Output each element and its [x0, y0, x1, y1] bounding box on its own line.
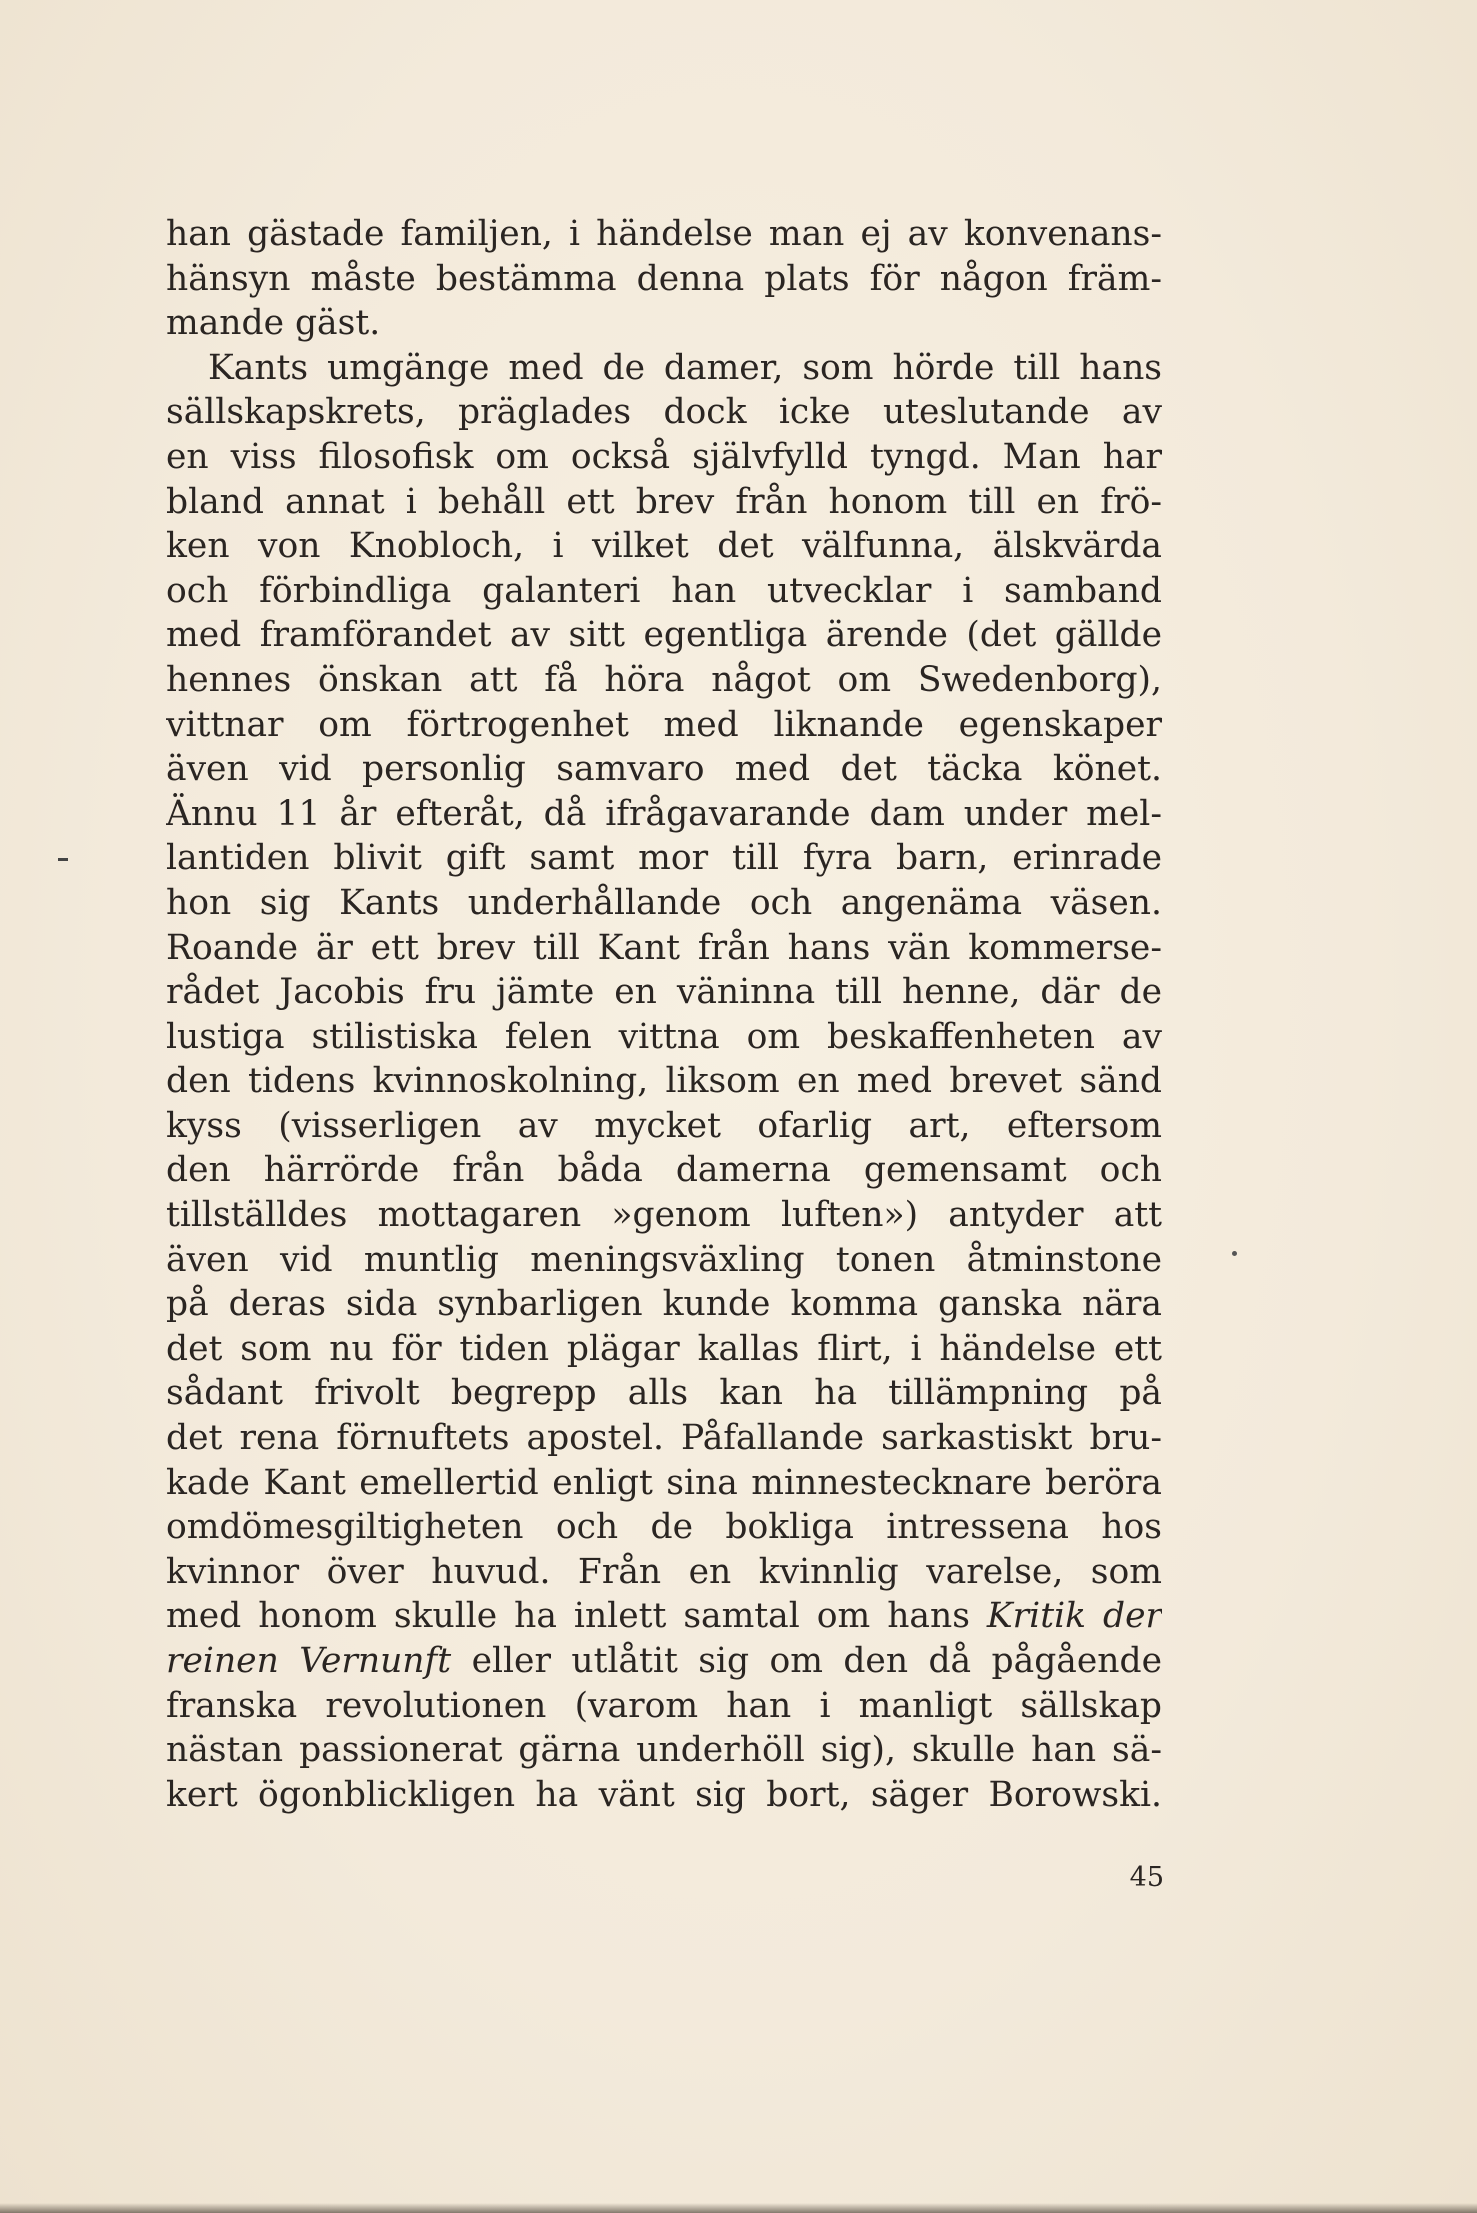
margin-dot — [1232, 1251, 1237, 1256]
text-line: även vid muntlig meningsväxling tonen åtminstone — [166, 1239, 1162, 1280]
text-line: ken von Knobloch, i vilket det välfunna, älskvärda — [166, 526, 1162, 567]
text-line: lustiga stilistiska felen vittna om beskaffenheten av — [166, 1016, 1162, 1057]
text-line: kyss (visserligen av mycket ofarlig art, eftersom — [166, 1105, 1162, 1146]
book-title: Kritik der — [986, 1596, 1162, 1637]
text-line: det som nu för tiden plägar kallas flirt, i händelse ett — [166, 1328, 1162, 1369]
text-line: den härrörde från båda damerna gemensamt och — [166, 1150, 1162, 1191]
text-line: med framförandet av sitt egentliga ärende (det gällde — [166, 615, 1162, 656]
text-line: med honom skulle ha inlett samtal om hans Kritik der — [166, 1596, 1162, 1637]
text-line: det rena förnuftets apostel. Påfallande sarkastiskt bru- — [166, 1418, 1162, 1459]
text-line: han gästade familjen, i händelse man ej av konvenans- — [166, 214, 1162, 254]
text-line: Ännu 11 år efteråt, då ifrågavarande dam under mel- — [166, 793, 1162, 834]
text-line: rådet Jacobis fru jämte en väninna till henne, där de — [166, 972, 1162, 1013]
text-line: nästan passionerat gärna underhöll sig), skulle han sä- — [166, 1730, 1162, 1771]
text-line: kade Kant emellertid enligt sina minnestecknare beröra — [166, 1462, 1162, 1503]
text-line: en viss filosofisk om också självfylld tyngd. Man har — [166, 436, 1162, 477]
text-line: tillställdes mottagaren »genom luften») antyder att — [166, 1195, 1162, 1236]
text-line: bland annat i behåll ett brev från honom till en frö- — [166, 481, 1162, 522]
text-line: omdömesgiltigheten och de bokliga intressena hos — [166, 1507, 1162, 1548]
text-line: mande gäst. — [166, 303, 381, 344]
page-number: 45 — [1129, 1862, 1164, 1893]
text-line: kvinnor över huvud. Från en kvinnlig varelse, som — [166, 1551, 1162, 1592]
text-line: på deras sida synbarligen kunde komma ganska nära — [166, 1284, 1162, 1325]
text-line: hänsyn måste bestämma denna plats för någon främ- — [166, 258, 1162, 299]
text-line: Kants umgänge med de damer, som hörde till hans — [208, 347, 1162, 388]
text-line: och förbindliga galanteri han utvecklar i samband — [166, 570, 1162, 611]
text-line: reinen Vernunft eller utlåtit sig om den då pågående — [166, 1641, 1162, 1681]
text-line: kert ögonblickligen ha vänt sig bort, säger Borowski. — [166, 1774, 1162, 1815]
text-line: sådant frivolt begrepp alls kan ha tillämpning på — [166, 1373, 1162, 1414]
text-line: även vid personlig samvaro med det täcka könet. — [166, 749, 1162, 790]
margin-mark — [58, 858, 68, 861]
text-line: lantiden blivit gift samt mor till fyra barn, erinrade — [166, 838, 1162, 879]
page-bottom-edge — [0, 2203, 1477, 2213]
text-line: hon sig Kants underhållande och angenäma väsen. — [166, 882, 1162, 923]
text-line: sällskapskrets, präglades dock icke uteslutande av — [166, 392, 1162, 433]
text-line: Roande är ett brev till Kant från hans vän kommerse- — [166, 927, 1162, 968]
text-line: den tidens kvinnoskolning, liksom en med brevet sänd — [166, 1061, 1162, 1102]
body-text — [166, 212, 1162, 1817]
text-line: hennes önskan att få höra något om Swedenborg), — [166, 659, 1162, 700]
book-title: reinen Vernunft — [166, 1641, 452, 1681]
text-line: vittnar om förtrogenhet med liknande egenskaper — [166, 704, 1162, 745]
text-line: franska revolutionen (varom han i manligt sällskap — [166, 1685, 1162, 1726]
